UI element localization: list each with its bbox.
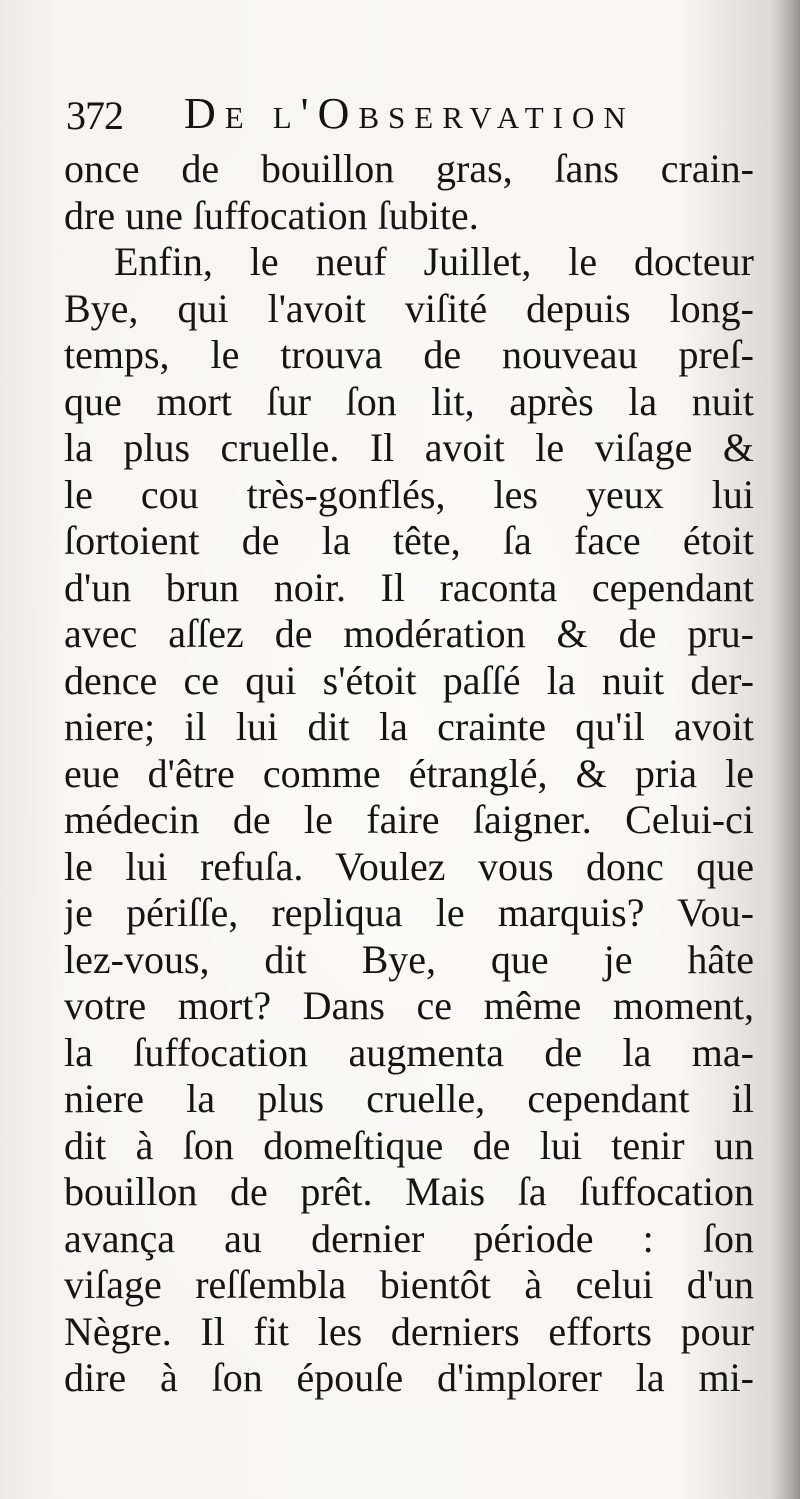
text-line: avec aſſez de modération & de pru- [64,611,754,656]
text-line: dence ce qui s'étoit paſſé la nuit der- [64,657,754,703]
text-line: lez-vous, dit Bye, que je hâte [64,936,754,982]
text-line: la ſuffocation augmenta de la ma- [64,1029,754,1075]
text-line: niere; il lui dit la crainte qu'il avoit [64,704,754,749]
text-line: votre mort? Dans ce même moment, [64,983,754,1028]
text-line: Bye, qui l'avoit viſité depuis long- [64,285,754,331]
text-line: avança au dernier période : ſon [64,1215,754,1261]
text-line: d'un brun noir. Il raconta cependant [64,564,754,610]
text-line: médecin de le faire ſaigner. Celui-ci [64,797,754,842]
text-line: Nègre. Il fit les derniers efforts pour [64,1308,754,1354]
text-line: dre une ſuffocation ſubite. [64,192,479,238]
text-line: le lui refuſa. Voulez vous donc que [64,843,754,889]
text-line: que mort ſur ſon lit, après la nuit [64,378,754,424]
text-line: le cou très-gonflés, les yeux lui [64,471,754,517]
text-line: je périſſe, repliqua le marquis? Vou- [64,890,754,935]
text-line: once de bouillon gras, ſans crain- [64,146,754,191]
text-line: eue d'être comme étranglé, & pria le [64,750,754,796]
text-line: bouillon de prêt. Mais ſa ſuffocation [64,1169,754,1214]
text-line: Enfin, le neuf Juillet, le docteur [114,239,754,284]
text-line: la plus cruelle. Il avoit le viſage & [64,425,754,470]
text-line: viſage reſſembla bientôt à celui d'un [64,1262,754,1307]
text-line: niere la plus cruelle, cependant il [64,1076,754,1121]
running-head: De l'Observation [184,89,635,138]
text-line: ſortoient de la tête, ſa face étoit [64,518,754,563]
text-line: temps, le trouva de nouveau preſ- [64,332,754,377]
text-line: dire à ſon épouſe d'implorer la mi- [64,1355,754,1400]
page-header [66,88,746,140]
page-number: 372 [66,93,123,138]
body-text [64,146,754,1402]
page-edge-shadow [770,0,800,1499]
text-line: dit à ſon domeſtique de lui tenir un [64,1122,754,1168]
